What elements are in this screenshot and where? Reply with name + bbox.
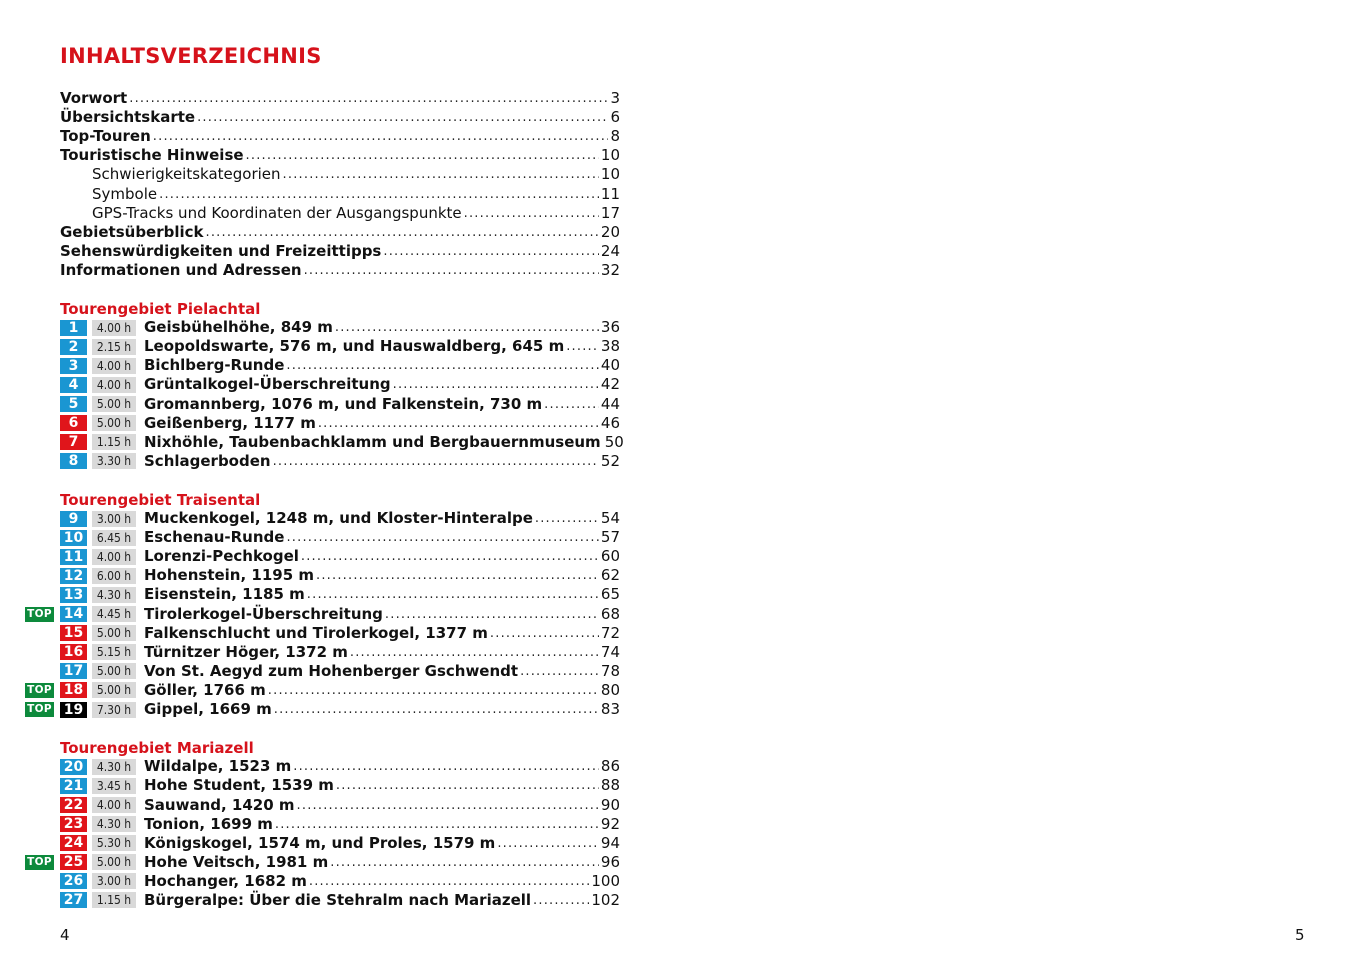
leader-dots [283, 165, 599, 184]
tour-number-badge: 10 [60, 530, 87, 546]
tour-page: 65 [600, 585, 620, 604]
tour-page: 96 [600, 852, 620, 871]
leader-dots [336, 776, 599, 795]
leader-dots [159, 185, 599, 204]
tour-page: 44 [600, 394, 620, 413]
tour-title: Gromannberg, 1076 m, und Falkenstein, 730 m [144, 394, 543, 413]
tour-title: Tonion, 1699 m [144, 814, 273, 833]
tour-duration-badge: 5.15 h [92, 644, 136, 660]
tour-entry[interactable] [60, 757, 620, 776]
toc-entry-title: Touristische Hinweise [60, 146, 244, 165]
tour-duration-badge: 5.00 h [92, 396, 136, 412]
toc-entry[interactable] [60, 261, 620, 280]
tour-number-badge: 12 [60, 568, 87, 584]
tour-page: 38 [600, 337, 620, 356]
leader-dots [393, 375, 599, 394]
tour-number-badge: 19 [60, 702, 87, 718]
tour-entry[interactable] [60, 547, 620, 566]
tour-duration-badge: 4.00 h [92, 549, 136, 565]
tour-entry[interactable] [60, 375, 620, 394]
tour-duration-badge: 5.30 h [92, 835, 136, 851]
leader-dots [307, 585, 599, 604]
tour-page: 100 [591, 871, 620, 890]
tour-duration-badge: 4.30 h [92, 587, 136, 603]
tour-number-badge: 18 [60, 682, 87, 698]
tour-page: 40 [600, 356, 620, 375]
tour-duration-badge: 3.00 h [92, 511, 136, 527]
tour-page: 68 [600, 604, 620, 623]
tour-title: Hohenstein, 1195 m [144, 566, 315, 585]
leader-dots [497, 834, 599, 853]
tour-page: 42 [600, 375, 620, 394]
leader-dots [464, 204, 599, 223]
toc-entry[interactable] [60, 127, 620, 146]
tour-page: 62 [600, 566, 620, 585]
tour-number-badge: 24 [60, 835, 87, 851]
leader-dots [330, 853, 599, 872]
tour-number-badge: 4 [60, 377, 87, 393]
tour-duration-badge: 5.00 h [92, 415, 136, 431]
tour-duration-badge: 4.00 h [92, 358, 136, 374]
toc-entry-page: 17 [600, 203, 620, 222]
tour-title: Wildalpe, 1523 m [144, 757, 292, 776]
leader-dots [286, 356, 599, 375]
tour-number-badge: 17 [60, 663, 87, 679]
leader-dots [206, 223, 599, 242]
toc-entry-page: 8 [610, 127, 620, 146]
tour-number-badge: 7 [60, 434, 87, 450]
leader-dots [533, 891, 589, 910]
leader-dots [153, 127, 609, 146]
spacer [60, 719, 620, 738]
leader-dots [286, 528, 598, 547]
tour-duration-badge: 4.30 h [92, 759, 136, 775]
top-tour-badge: TOP [25, 855, 54, 870]
top-tour-badge: TOP [25, 607, 54, 622]
tour-duration-badge: 1.15 h [92, 434, 136, 450]
tour-page: 54 [600, 509, 620, 528]
toc-entry-page: 20 [600, 222, 620, 241]
toc-entry-title: Top-Touren [60, 127, 151, 146]
toc-left-list [27, 89, 624, 910]
tour-entry[interactable] [60, 585, 620, 604]
page-number-right: 5 [1295, 926, 1305, 944]
tour-page: 50 [604, 432, 624, 451]
tour-title: Hochanger, 1682 m [144, 871, 307, 890]
leader-dots [520, 662, 599, 681]
leader-dots [490, 624, 599, 643]
tour-page: 88 [600, 776, 620, 795]
tour-title: Falkenschlucht und Tirolerkogel, 1377 m [144, 623, 488, 642]
tour-duration-badge: 6.00 h [92, 568, 136, 584]
tour-entry[interactable] [60, 318, 620, 337]
tour-page: 80 [600, 680, 620, 699]
tour-entry[interactable] [60, 776, 620, 795]
tour-entry[interactable] [60, 872, 620, 891]
leader-dots [335, 318, 599, 337]
tour-entry[interactable] [60, 662, 620, 681]
tour-title: Nixhöhle, Taubenbachklamm und Bergbauernmuseum [144, 432, 601, 451]
tour-title: Hohe Veitsch, 1981 m [144, 852, 329, 871]
tour-page: 90 [600, 795, 620, 814]
tour-title: Gippel, 1669 m [144, 700, 272, 719]
tour-number-badge: 15 [60, 625, 87, 641]
tour-title: Von St. Aegyd zum Hohenberger Gschwendt [144, 661, 519, 680]
tour-title: Türnitzer Höger, 1372 m [144, 642, 348, 661]
tour-title: Lorenzi-Pechkogel [144, 547, 299, 566]
tour-number-badge: 2 [60, 339, 87, 355]
toc-entry-page: 32 [600, 260, 620, 279]
tour-number-badge: 14 [60, 606, 87, 622]
tour-title: Eschenau-Runde [144, 528, 285, 547]
leader-dots [273, 452, 599, 471]
tour-page: 57 [600, 528, 620, 547]
tour-title: Eisenstein, 1185 m [144, 585, 305, 604]
leader-dots [544, 395, 599, 414]
tour-page: 72 [600, 623, 620, 642]
page-number-left: 4 [60, 926, 70, 944]
tour-entry[interactable] [60, 795, 620, 814]
spacer [60, 280, 620, 299]
tour-duration-badge: 5.00 h [92, 663, 136, 679]
tour-title: Bichlberg-Runde [144, 356, 285, 375]
tour-entry[interactable] [60, 395, 620, 414]
section-heading: Tourengebiet Mariazell [60, 738, 254, 757]
tour-entry[interactable] [60, 414, 620, 433]
leader-dots [129, 89, 608, 108]
toc-entry-title: Symbole [92, 184, 158, 203]
tour-page: 46 [600, 413, 620, 432]
toc-entry[interactable] [60, 223, 620, 242]
tour-number-badge: 20 [60, 759, 87, 775]
tour-title: Schlagerboden [144, 451, 271, 470]
tour-title: Geisbühelhöhe, 849 m [144, 318, 333, 337]
toc-entry-page: 11 [600, 184, 620, 203]
tour-duration-badge: 4.00 h [92, 320, 136, 336]
toc-entry[interactable] [60, 184, 620, 203]
tour-number-badge: 16 [60, 644, 87, 660]
tour-entry[interactable] [60, 432, 624, 452]
leader-dots [566, 337, 599, 356]
tour-number-badge: 21 [60, 778, 87, 794]
top-tour-badge: TOP [25, 702, 54, 717]
tour-duration-badge: 1.15 h [92, 892, 136, 908]
tour-entry[interactable] [60, 891, 620, 910]
toc-entry[interactable] [60, 204, 620, 223]
toc-entry-page: 10 [600, 165, 620, 184]
tour-duration-badge: 3.45 h [92, 778, 136, 794]
tour-page: 102 [591, 890, 620, 909]
tour-entry[interactable] [27, 852, 620, 872]
leader-dots [350, 643, 599, 662]
tour-page: 92 [600, 814, 620, 833]
tour-entry[interactable] [60, 643, 620, 662]
tour-number-badge: 3 [60, 358, 87, 374]
tour-title: Bürgeralpe: Über die Stehralm nach Mariazell [144, 890, 532, 909]
toc-entry[interactable] [60, 146, 620, 165]
leader-dots [383, 242, 599, 261]
tour-title: Muckenkogel, 1248 m, und Kloster-Hinteralpe [144, 509, 533, 528]
toc-entry-title: Vorwort [60, 89, 128, 108]
tour-entry[interactable] [60, 337, 620, 356]
leader-dots [197, 108, 608, 127]
tour-duration-badge: 4.45 h [92, 606, 136, 622]
toc-entry-title: GPS-Tracks und Koordinaten der Ausgangspunkte [92, 203, 462, 222]
section-heading: Tourengebiet Traisental [60, 490, 261, 509]
tour-title: Leopoldswarte, 576 m, und Hauswaldberg, 645 m [144, 337, 565, 356]
tour-entry[interactable] [60, 509, 620, 528]
leader-dots [385, 605, 599, 624]
toc-entry[interactable] [60, 242, 620, 261]
toc-entry-title: Informationen und Adressen [60, 260, 302, 279]
tour-number-badge: 27 [60, 892, 87, 908]
tour-title: Hohe Student, 1539 m [144, 776, 334, 795]
page-title: INHALTSVERZEICHNIS [60, 44, 322, 68]
leader-dots [309, 872, 590, 891]
leader-dots [318, 414, 599, 433]
tour-title: Grüntalkogel-Überschreitung [144, 375, 391, 394]
leader-dots [535, 509, 599, 528]
tour-page: 52 [600, 451, 620, 470]
leader-dots [246, 146, 599, 165]
tour-duration-badge: 4.30 h [92, 816, 136, 832]
tour-number-badge: 23 [60, 816, 87, 832]
tour-page: 60 [600, 547, 620, 566]
tour-duration-badge: 3.00 h [92, 873, 136, 889]
tour-duration-badge: 4.00 h [92, 377, 136, 393]
tour-entry[interactable] [60, 566, 620, 585]
tour-title: Göller, 1766 m [144, 680, 266, 699]
tour-number-badge: 8 [60, 453, 87, 469]
leader-dots [301, 547, 599, 566]
tour-entry[interactable] [60, 528, 620, 547]
toc-entry[interactable] [60, 89, 620, 108]
tour-title: Tirolerkogel-Überschreitung [144, 604, 383, 623]
tour-number-badge: 9 [60, 511, 87, 527]
tour-duration-badge: 5.00 h [92, 625, 136, 641]
tour-duration-badge: 3.30 h [92, 453, 136, 469]
toc-entry[interactable] [60, 165, 620, 184]
tour-number-badge: 26 [60, 873, 87, 889]
tour-page: 94 [600, 833, 620, 852]
tour-entry[interactable] [27, 700, 620, 719]
toc-entry-page: 24 [600, 241, 620, 260]
tour-number-badge: 13 [60, 587, 87, 603]
tour-entry[interactable] [27, 680, 620, 700]
tour-title: Sauwand, 1420 m [144, 795, 295, 814]
tour-duration-badge: 2.15 h [92, 339, 136, 355]
tour-page: 74 [600, 642, 620, 661]
tour-entry[interactable] [60, 815, 620, 834]
tour-entry[interactable] [27, 604, 620, 624]
leader-dots [304, 261, 599, 280]
tour-number-badge: 25 [60, 854, 87, 870]
toc-entry-page: 10 [600, 146, 620, 165]
leader-dots [293, 757, 599, 776]
leader-dots [275, 815, 599, 834]
tour-page: 78 [600, 661, 620, 680]
tour-entry[interactable] [60, 356, 620, 375]
tour-number-badge: 11 [60, 549, 87, 565]
leader-dots [268, 681, 599, 700]
toc-entry[interactable] [60, 108, 620, 127]
toc-entry-title: Gebietsüberblick [60, 222, 204, 241]
section-heading: Tourengebiet Pielachtal [60, 299, 261, 318]
tour-duration-badge: 5.00 h [92, 854, 136, 870]
tour-duration-badge: 5.00 h [92, 682, 136, 698]
right-page [680, 0, 1359, 969]
toc-entry-page: 3 [610, 89, 620, 108]
leader-dots [316, 566, 599, 585]
tour-number-badge: 6 [60, 415, 87, 431]
top-tour-badge: TOP [25, 683, 54, 698]
tour-entry[interactable] [60, 834, 620, 853]
toc-entry-page: 6 [610, 108, 620, 127]
tour-number-badge: 1 [60, 320, 87, 336]
toc-entry-title: Übersichtskarte [60, 108, 196, 127]
tour-page: 83 [600, 700, 620, 719]
spacer [60, 471, 620, 490]
tour-number-badge: 5 [60, 396, 87, 412]
toc-entry-title: Sehenswürdigkeiten und Freizeittipps [60, 241, 382, 260]
tour-entry[interactable] [60, 452, 620, 471]
tour-duration-badge: 6.45 h [92, 530, 136, 546]
tour-page: 86 [600, 757, 620, 776]
leader-dots [297, 796, 599, 815]
tour-page: 36 [600, 318, 620, 337]
tour-duration-badge: 4.00 h [92, 797, 136, 813]
tour-title: Geißenberg, 1177 m [144, 413, 316, 432]
tour-duration-badge: 7.30 h [92, 702, 136, 718]
tour-title: Königskogel, 1574 m, und Proles, 1579 m [144, 833, 496, 852]
toc-entry-title: Schwierigkeitskategorien [92, 165, 281, 184]
tour-number-badge: 22 [60, 797, 87, 813]
tour-entry[interactable] [60, 624, 620, 643]
leader-dots [274, 700, 599, 719]
